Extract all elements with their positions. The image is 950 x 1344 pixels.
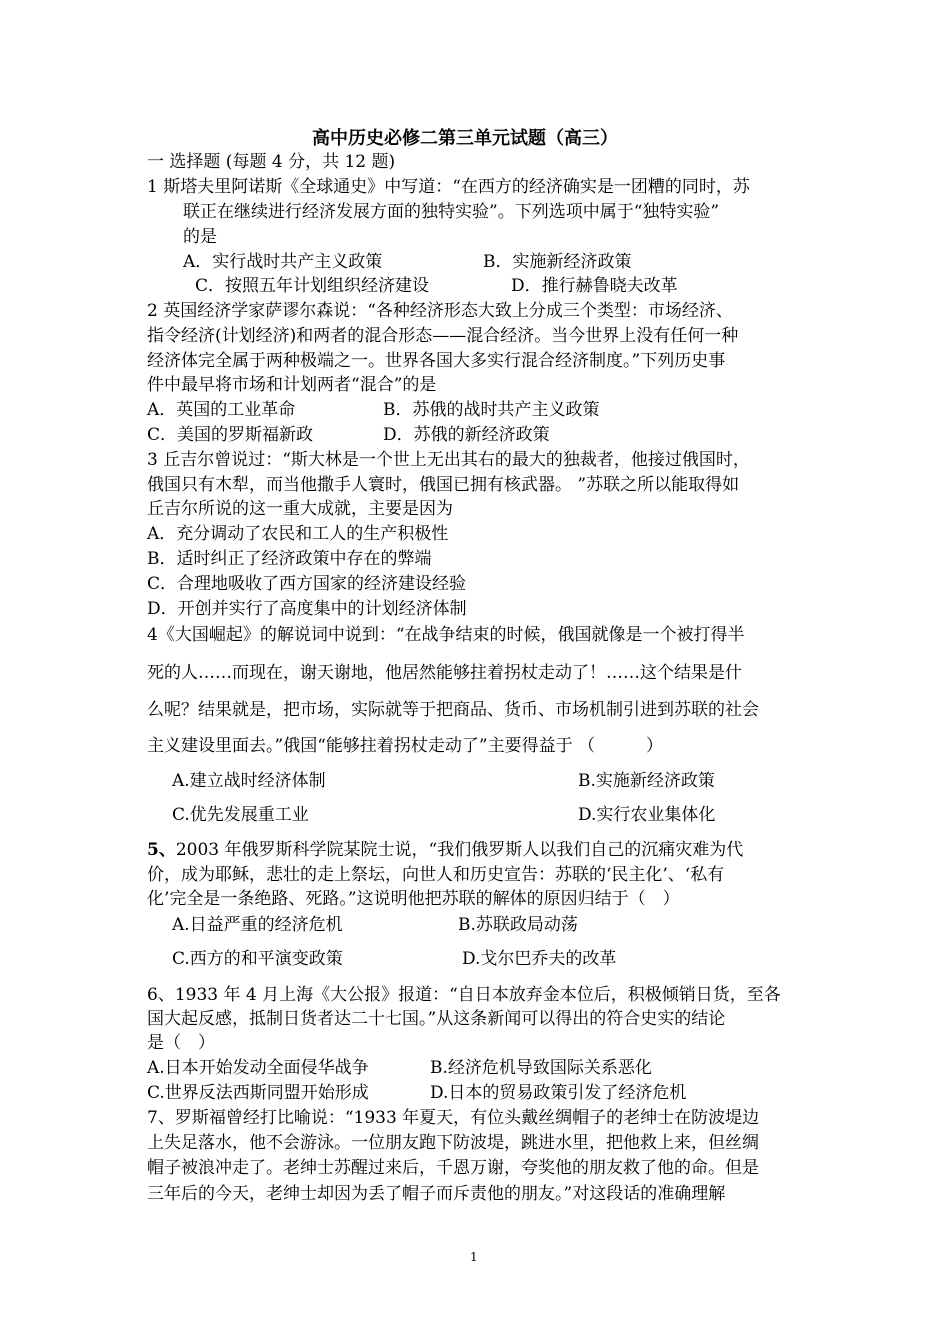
q7-stem-line-4: 三年后的今天，老绅士却因为丢了帽子而斥责他的朋友。”对这段话的准确理解 — [147, 1184, 726, 1204]
q6-option-b: B.经济危机导致国际关系恶化 — [430, 1058, 652, 1078]
q3-option-b: B．适时纠正了经济政策中存在的弊端 — [147, 549, 432, 569]
q5-stem-line-1-text: 2003 年俄罗斯科学院某院士说，“我们俄罗斯人以我们自己的沉痛灾难为代 — [175, 840, 744, 860]
q7-stem-line-3: 帽子被浪冲走了。老绅士苏醒过来后，千恩万谢，夸奖他的朋友救了他的命。但是 — [147, 1158, 759, 1178]
q2-option-a: A．英国的工业革命 — [147, 400, 296, 420]
q5-option-c: C.西方的和平演变政策 — [172, 949, 343, 969]
page-title: 高中历史必修二第三单元试题（高三） — [312, 128, 618, 149]
q6-stem-line-1: 6、1933 年 4 月上海《大公报》报道：“自日本放弃金本位后，积极倾销日货，至各 — [147, 985, 781, 1005]
q6-option-d: D.日本的贸易政策引发了经济危机 — [430, 1083, 687, 1103]
q1-stem-line-1: 1 斯塔夫里阿诺斯《全球通史》中写道：“在西方的经济确实是一团糟的同时，苏 — [147, 177, 750, 197]
q5-option-a: A.日益严重的经济危机 — [172, 915, 343, 935]
q6-stem-line-2: 国大起反感，抵制日货者达二十七国。”从这条新闻可以得出的符合史实的结论 — [147, 1009, 726, 1029]
q5-number: 5、 — [147, 840, 176, 860]
q6-option-c: C.世界反法西斯同盟开始形成 — [147, 1083, 369, 1103]
q2-stem-line-2: 指令经济(计划经济)和两者的混合形态——混合经济。当今世界上没有任何一种 — [147, 326, 739, 346]
q2-option-c: C．美国的罗斯福新政 — [147, 425, 314, 445]
q4-stem-line-2: 死的人……而现在，谢天谢地，他居然能够拄着拐杖走动了！……这个结果是什 — [147, 663, 742, 683]
q4-option-d: D.实行农业集体化 — [578, 805, 716, 825]
q5-stem-line-1 — [147, 839, 743, 861]
q6-option-a: A.日本开始发动全面侵华战争 — [147, 1058, 369, 1078]
q3-option-d: D．开创并实行了高度集中的计划经济体制 — [147, 599, 467, 619]
q2-stem-line-3: 经济体完全属于两种极端之一。世界各国大多实行混合经济制度。”下列历史事 — [147, 351, 726, 371]
q5-option-b: B.苏联政局动荡 — [458, 915, 578, 935]
q1-stem-line-3: 的是 — [183, 227, 217, 247]
q4-stem-line-3: 么呢？结果就是，把市场，实际就等于把商品、货币、市场机制引进到苏联的社会 — [147, 700, 759, 720]
q3-stem-line-2: 俄国只有木犁，而当他撒手人寰时，俄国已拥有核武器。 ”苏联之所以能取得如 — [147, 475, 740, 495]
q2-option-d: D．苏俄的新经济政策 — [383, 425, 550, 445]
q1-option-b: B．实施新经济政策 — [483, 252, 632, 272]
q3-stem-line-3: 丘吉尔所说的这一重大成就，主要是因为 — [147, 499, 453, 519]
q7-stem-line-2: 上失足落水，他不会游泳。一位朋友跑下防波堤，跳进水里，把他救上来，但丝绸 — [147, 1133, 759, 1153]
q1-option-c: C．按照五年计划组织经济建设 — [195, 276, 430, 296]
q1-option-d: D．推行赫鲁晓夫改革 — [511, 276, 678, 296]
section-heading: 一 选择题 (每题 4 分，共 12 题) — [147, 152, 396, 172]
q3-stem-line-1: 3 丘吉尔曾说过：“斯大林是一个世上无出其右的最大的独裁者，他接过俄国时， — [147, 450, 750, 470]
q4-option-c: C.优先发展重工业 — [172, 805, 309, 825]
q2-stem-line-1: 2 英国经济学家萨谬尔森说：“各种经济形态大致上分成三个类型：市场经济、 — [147, 301, 733, 321]
q6-stem-line-3: 是（ ） — [147, 1033, 215, 1053]
q3-option-a: A．充分调动了农民和工人的生产积极性 — [147, 524, 449, 544]
q5-stem-line-3: 化’完全是一条绝路、死路。”这说明他把苏联的解体的原因归结于（ ） — [147, 889, 680, 909]
q1-option-a: A．实行战时共产主义政策 — [183, 252, 383, 272]
q2-option-b: B．苏俄的战时共产主义政策 — [383, 400, 600, 420]
q3-option-c: C．合理地吸收了西方国家的经济建设经验 — [147, 574, 467, 594]
q2-stem-line-4: 件中最早将市场和计划两者“混合”的是 — [147, 375, 437, 395]
q4-option-a: A.建立战时经济体制 — [172, 771, 326, 791]
q5-option-d: D.戈尔巴乔夫的改革 — [462, 949, 617, 969]
q4-option-b: B.实施新经济政策 — [578, 771, 715, 791]
q4-stem-line-1: 4《大国崛起》的解说词中说到：“在战争结束的时候，俄国就像是一个被打得半 — [147, 625, 745, 645]
q5-stem-line-2: 价，成为耶稣，悲壮的走上祭坛，向世人和历史宣告：苏联的‘民主化’、‘私有 — [147, 865, 725, 885]
page-number: 1 — [470, 1250, 478, 1264]
q1-stem-line-2: 联正在继续进行经济发展方面的独特实验”。下列选项中属于“独特实验” — [183, 202, 720, 222]
q4-stem-line-4: 主义建设里面去。”俄国“能够拄着拐杖走动了”主要得益于 （ ） — [147, 736, 663, 756]
q7-stem-line-1: 7、罗斯福曾经打比喻说：“1933 年夏天，有位头戴丝绸帽子的老绅士在防波堤边 — [147, 1108, 760, 1128]
